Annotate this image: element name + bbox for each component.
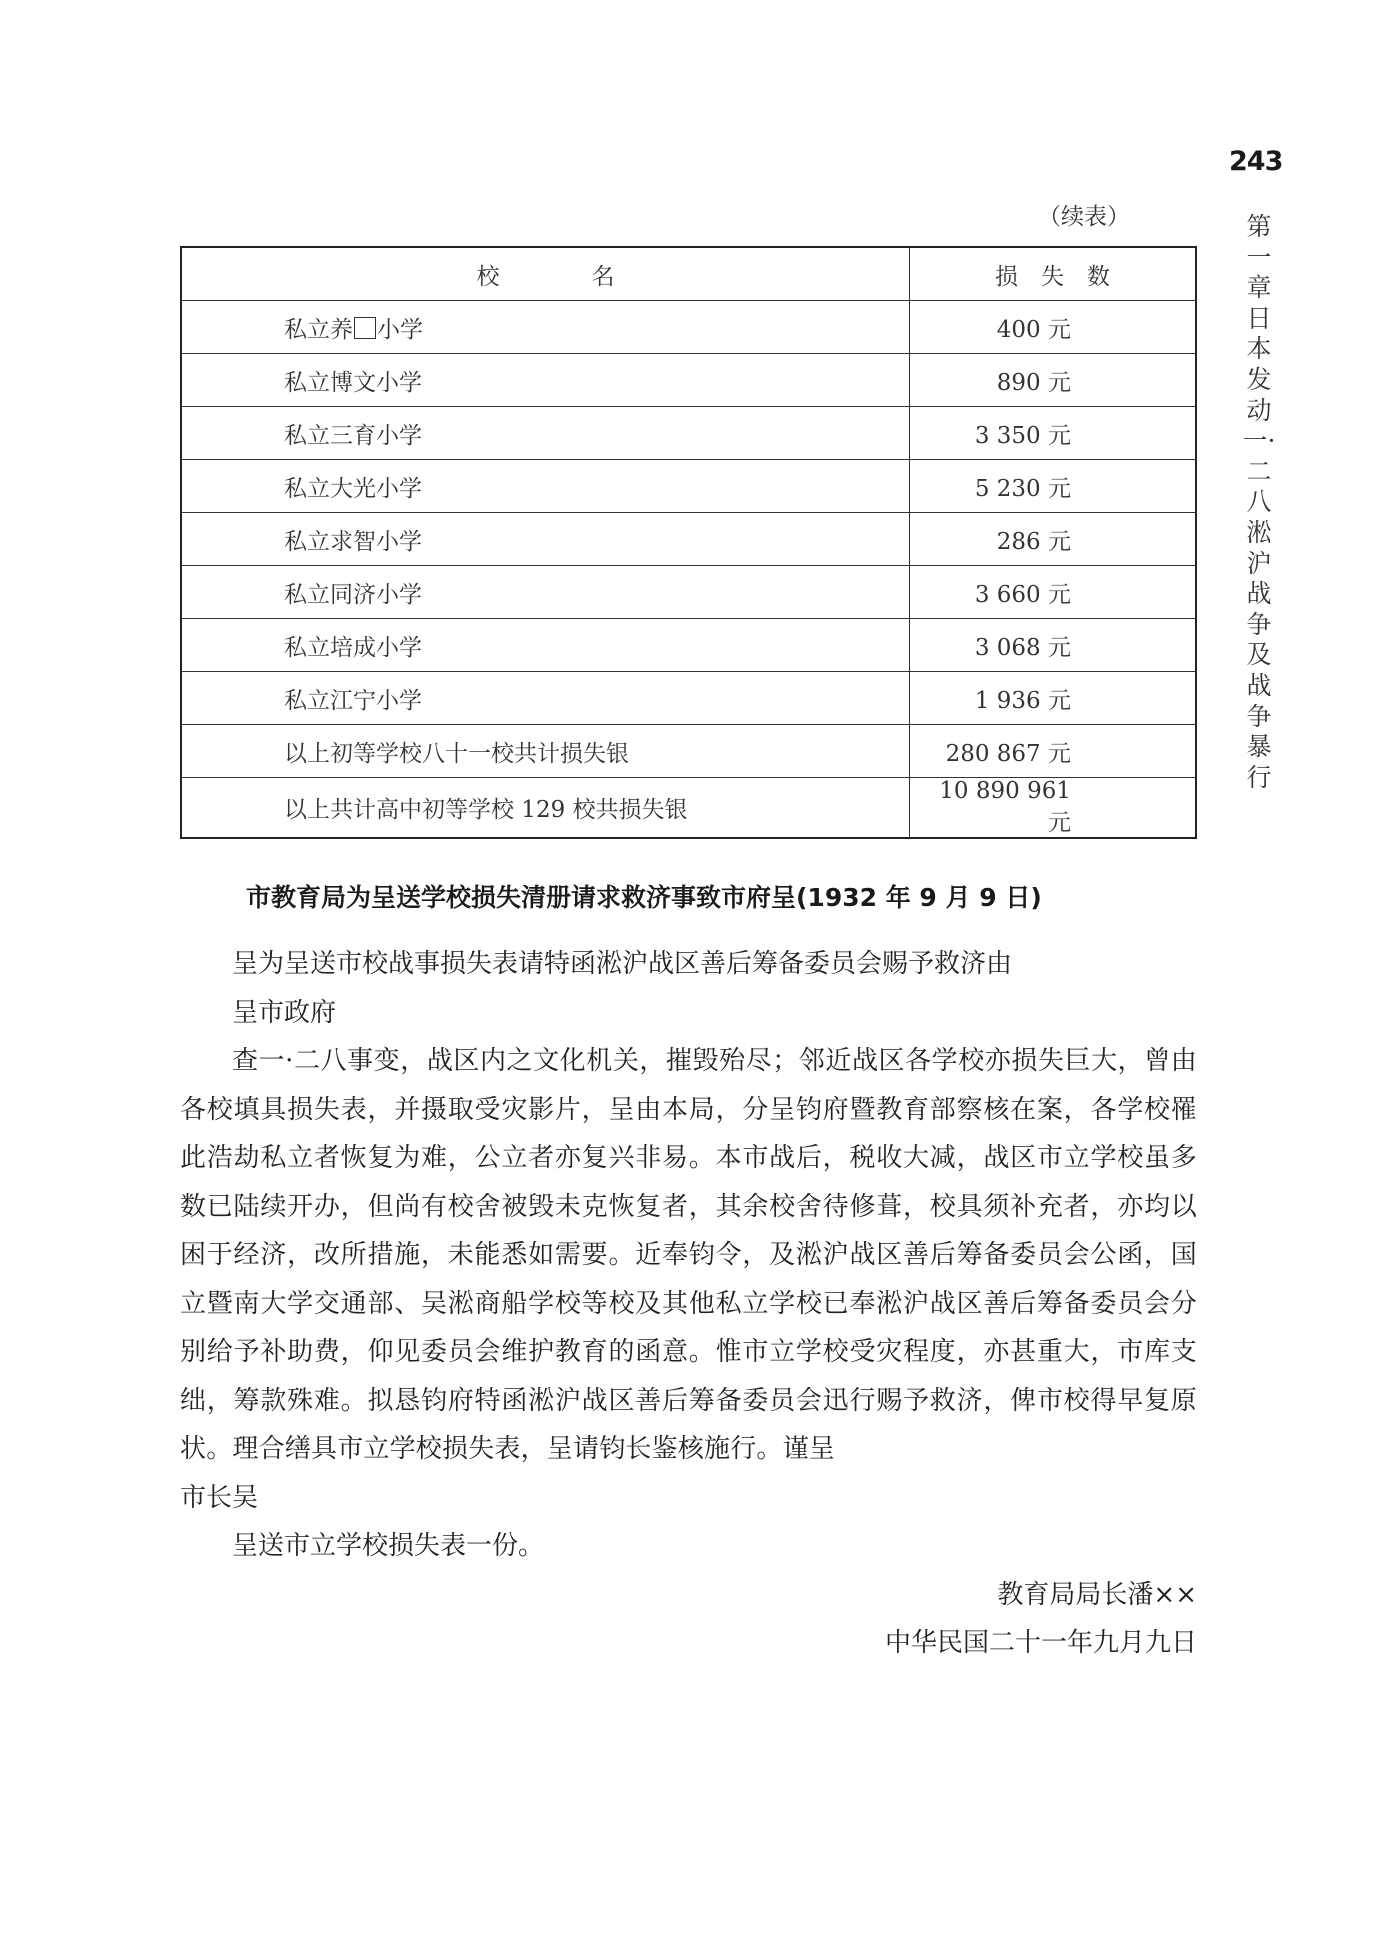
document-main-paragraph: 查一·二八事变，战区内之文化机关，摧毁殆尽；邻近战区各学校亦损失巨大，曾由各校填具损失表，并摄取受灾影片，呈由本局，分呈钧府暨教育部察核在案，各学校罹此浩劫私立者恢复为难，公立者亦复兴非易。本市战后，税收大减，战区市立学校虽多数已陆续开办，但尚有校舍被毁未克恢复者，其余校舍待修葺，校具须补充者，亦均以困于经济，改所措施，未能悉如需要。近奉钧令，及淞沪战区善后筹备委员会公函，国立暨南大学交通部、吴淞商船学校等校及其他私立学校已奉淞沪战区善后筹备委员会分别给予补助费，仰见委员会维护教育的函意。惟市立学校受灾程度，亦甚重大，市库支绌，筹款殊难。拟恳钧府特函淞沪战区善后筹备委员会迅行赐予救济，俾市校得早复原状。理合缮具市立学校损失表，呈请钧长鉴核施行。谨呈	[180, 1046, 1197, 1464]
header-loss-amount: 损 失 数	[910, 247, 1197, 301]
table-continued-label: （续表）	[1038, 204, 1130, 230]
loss-amount-cell: 400 元	[910, 301, 1197, 354]
school-name-cell: 私立三育小学	[181, 407, 910, 460]
chapter-side-title: 第一章 日本发动一·二八淞沪战争及战争暴行	[1242, 212, 1276, 792]
table-row	[181, 619, 1196, 672]
loss-amount-cell: 286 元	[910, 513, 1197, 566]
loss-amount-cell: 5 230 元	[910, 460, 1197, 513]
page-number: 243	[1229, 146, 1283, 177]
loss-amount-cell: 3 068 元	[910, 619, 1197, 672]
school-name-part: 私立养	[284, 316, 353, 343]
school-loss-table	[180, 246, 1197, 839]
subtotal-label-cell: 以上初等学校八十一校共计损失银	[181, 725, 910, 778]
school-name-cell	[181, 301, 910, 354]
school-name-part: 小学	[377, 316, 423, 343]
total-amount-cell: 10 890 961 元	[910, 778, 1197, 839]
table-row	[181, 354, 1196, 407]
document-body	[180, 940, 1197, 1668]
table-row	[181, 778, 1196, 839]
school-name-cell: 私立大光小学	[181, 460, 910, 513]
loss-amount-cell: 3 350 元	[910, 407, 1197, 460]
illegible-character-box	[354, 317, 376, 339]
table-row	[181, 407, 1196, 460]
loss-amount-cell: 3 660 元	[910, 566, 1197, 619]
document-subject: 呈为呈送市校战事损失表请特函淞沪战区善后筹备委员会赐予救济由	[232, 949, 1013, 979]
subtotal-amount-cell: 280 867 元	[910, 725, 1197, 778]
loss-amount-cell: 1 936 元	[910, 672, 1197, 725]
table-row	[181, 513, 1196, 566]
header-school-name: 校 名	[181, 247, 910, 301]
document-addressee: 市长吴	[180, 1482, 259, 1513]
table-row	[181, 725, 1196, 778]
school-name-cell: 私立培成小学	[181, 619, 910, 672]
document-attachment: 呈送市立学校损失表一份。	[232, 1531, 545, 1561]
table-header-row	[181, 247, 1196, 301]
loss-amount-cell: 890 元	[910, 354, 1197, 407]
document-recipient: 呈市政府	[232, 997, 337, 1028]
document-date: 中华民国二十一年九月九日	[884, 1628, 1197, 1658]
school-name-cell: 私立江宁小学	[181, 672, 910, 725]
table-row	[181, 672, 1196, 725]
document-signature: 教育局局长潘××	[997, 1579, 1197, 1610]
school-name-cell: 私立求智小学	[181, 513, 910, 566]
table-row	[181, 566, 1196, 619]
table-row	[181, 460, 1196, 513]
school-name-cell: 私立同济小学	[181, 566, 910, 619]
school-name-cell: 私立博文小学	[181, 354, 910, 407]
table-row	[181, 301, 1196, 354]
total-label-cell: 以上共计高中初等学校 129 校共损失银	[181, 778, 910, 839]
document-title: 市教育局为呈送学校损失清册请求救济事致市府呈(1932 年 9 月 9 日)	[246, 883, 1042, 912]
